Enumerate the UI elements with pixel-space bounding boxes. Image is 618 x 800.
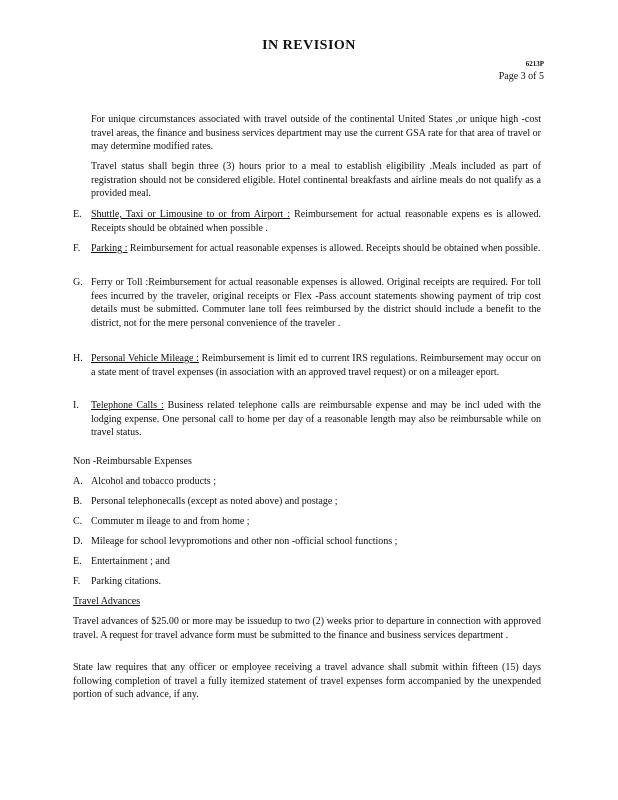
item-text: Ferry or Toll :Reimbursement for actual reasonable expenses is allowed. Original receipts are required. For toll fees incurred by the traveler, original receipts or Flex -Pass account statements showing payment of trip cost details must be submitted. Commuter lane toll fees reimbursed by the district should include a benefit to the district, not for the mere personal convenience of the traveler . (91, 277, 541, 329)
item-letter: D. (73, 536, 83, 547)
page-number: Page 3 of 5 (498, 71, 544, 82)
item-letter: C. (73, 516, 83, 527)
item-text: Alcohol and tobacco products ; (91, 476, 216, 487)
travel-advances-heading: Travel Advances (73, 596, 141, 607)
item-letter: I. (73, 400, 79, 411)
list-item (73, 475, 541, 495)
non-reimbursable-heading: Non -Reimbursable Expenses (73, 456, 192, 467)
item-letter: F. (73, 243, 81, 254)
list-item (73, 515, 541, 535)
item-letter: B. (73, 496, 83, 507)
page-title: IN REVISION (262, 38, 356, 53)
item-letter: G. (73, 277, 83, 288)
travel-advances-paragraph: Travel advances of $25.00 or more may be issuedup to two (2) weeks prior to departure in connection with approved travel. A request for travel advance form must be submitted to the finance and business services department . (73, 616, 541, 641)
travel-advances-paragraph: State law requires that any officer or employee receiving a travel advance shall submit within fifteen (15) days following completion of travel a fully itemized statement of travel expenses form accompanied by the unexpended portion of such advance, if any. (73, 662, 541, 701)
item-text: Personal telephonecalls (except as noted above) and postage ; (91, 496, 338, 507)
item-text: Commuter m ileage to and from home ; (91, 516, 250, 527)
item-heading: Telephone Calls : (91, 400, 164, 411)
item-text: Reimbursement for actual reasonable expenses is allowed. Receipts should be obtained when possible. (127, 243, 541, 254)
item-letter: F. (73, 576, 81, 587)
item-letter: H. (73, 353, 83, 364)
item-heading: Parking : (91, 243, 128, 254)
list-item (73, 495, 541, 515)
intro-paragraph: For unique circumstances associated with travel outside of the continental United States ,or unique high -cost travel areas, the finance and business services department may use the current GSA rate for that area of travel or may determine modified rates. (91, 114, 541, 153)
reimbursable-item (73, 242, 541, 256)
list-item (73, 535, 541, 555)
reimbursable-item (73, 352, 541, 379)
item-heading: Personal Vehicle Mileage : (91, 353, 199, 364)
item-letter: A. (73, 476, 83, 487)
list-item (73, 555, 541, 575)
item-text: Reimbursement for actual reasonable expens es is allowed. Receipts should be obtained when possible . (91, 209, 541, 234)
reimbursable-item (73, 276, 541, 330)
policy-code: 6213P (525, 60, 544, 68)
item-text: Reimbursement is limit ed to current IRS regulations. Reimbursement may occur on a state ment of travel expenses (in association with an approved travel request) or on a mileager eport. (91, 353, 541, 378)
reimbursable-item (73, 208, 541, 235)
item-text: Entertainment ; and (91, 556, 170, 567)
item-text: Business related telephone calls are reimbursable expense and may be incl uded with the lodging expense. One personal call to home per day of a reasonable length may also be reimbursable while on travel status. (91, 400, 541, 439)
item-text: Parking citations. (91, 576, 161, 587)
intro-paragraph: Travel status shall begin three (3) hours prior to a meal to establish eligibility .Meals included as part of registration should not be considered eligible. Hotel continental breakfasts and airline meals do not qualify as a provided meal. (91, 161, 541, 200)
item-heading: Shuttle, Taxi or Limousine to or from Airport : (91, 209, 291, 220)
item-text: Mileage for school levypromotions and other non -official school functions ; (91, 536, 398, 547)
item-letter: E. (73, 556, 82, 567)
non-reimbursable-list (73, 475, 541, 595)
item-letter: E. (73, 209, 82, 220)
list-item (73, 575, 541, 595)
reimbursable-item (73, 399, 541, 440)
